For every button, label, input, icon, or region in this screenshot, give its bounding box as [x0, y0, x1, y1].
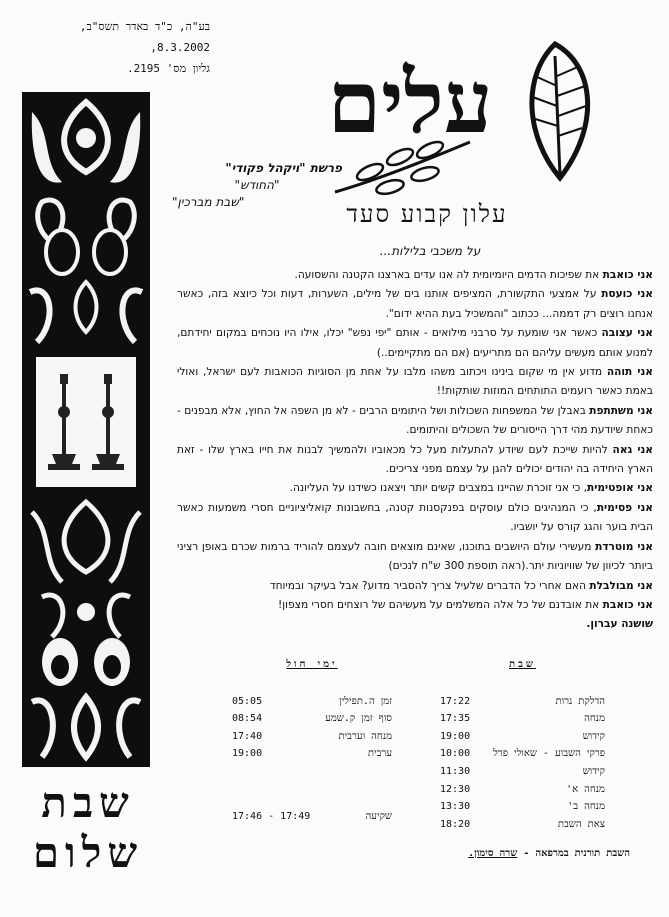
weekday-times [232, 656, 392, 763]
clinic-duty-note [370, 848, 630, 859]
article-signature: שושנה עברון. [586, 618, 653, 631]
sunset-label: שקיעה [365, 811, 392, 822]
parasha-name: פרשת "ויקהל פקודי" [225, 161, 342, 175]
article-paragraph: אני משתתפת באבלן של המשפחות השכולות ושל היתומים הרבים - לא מן השפה אל החוץ, אלא מבפנים - כאחת שיודעת מהי דרך הייסורים של השכולים והיתומים. [177, 404, 653, 437]
parasha-special: "החודש" [234, 178, 280, 192]
banner-word-shalom: שלום [32, 828, 144, 877]
time-row: מנחה ב' 13:30 [440, 801, 605, 813]
weekday-title: ימי חול [286, 659, 338, 670]
shabbat-shalom-banner [18, 778, 158, 878]
hebrew-date: בע"ה, כ"ד באדר תשס"ב, [79, 20, 210, 33]
time-row: סוף זמן ק.שמע 08:54 [232, 713, 392, 725]
time-row: הדלקת נרות 17:22 [440, 695, 605, 707]
article-paragraph: אני אופטימית, כי אני זוכרת שהיינו במצבים קשים יותר ויצאנו כשידנו על העליונה. [289, 482, 653, 495]
logo-title: עלים [327, 52, 493, 153]
sunset-times [232, 808, 392, 826]
time-row: מנחה וערבית 17:40 [232, 730, 392, 742]
sunset-value: 17:49 - 17:46 [232, 811, 311, 822]
article-paragraph: אני מוטרדת מעשירי עולם היושבים בתוכנו, שאינם מוצאים חובה לעצמם להוריד ברמות שכרם באופן רציני ביותר לכיוון של שוויוניות יתר.(ראה תוספת 300 ש"ח לנכים) [177, 540, 653, 573]
banner-word-shabbat: שבת [41, 778, 135, 827]
article-paragraph: אני מבולבלת האם אחרי כל הדברים שלעיל צריך להסביר מדוע? אבל בעיקר ובמיוחד [269, 579, 653, 592]
article-paragraph: אני תוהה מדוע אין מי שקום בינינו ויכתוב משהו מלבו על אחת מן הסוגיות הכואבות לעם ישראל, ואולי באמת כאשר רועמים התותחים המוזות שותקות!! [177, 366, 653, 398]
parasha-shabbat-type: "שבת מברכין" [172, 195, 245, 209]
gregorian-date: 8.3.2002, [150, 41, 210, 54]
article-paragraph: אני כואבת את אובדנם של כל אלה המשלמים על מעשיהם של רוצחים חסרי מצפון! [278, 598, 653, 611]
decorative-sidebar [22, 92, 150, 767]
logo-tagline: על משכבי בלילות... [379, 244, 481, 258]
time-row: פרקי השבוע - שאולי פרל 10:00 [440, 748, 605, 760]
time-row: קידוש 11:30 [440, 765, 605, 777]
time-row: ערבית 19:00 [232, 748, 392, 760]
article-paragraph: אני פסימית, כי המנהיגים כולם עוסקים בפנקסנות קטנה, בחשבונות קואליציוניים חסרי משמעות כאשר הבית בוער והגג קורס על יושביו. [177, 501, 653, 534]
ornament-illustration [22, 92, 150, 767]
shabbat-times [440, 656, 605, 833]
article-paragraph: אני כואבת את שפיכות הדמים היומיומית לה אנו עדים בארצנו הקטנה והשסועה. [294, 269, 653, 281]
time-row: מנחה א' 12:30 [440, 783, 605, 795]
article [177, 266, 653, 635]
time-row: מנחה 17:35 [440, 713, 605, 725]
duty-name: שרה סימון. [468, 848, 518, 859]
time-row: קידוש 19:00 [440, 730, 605, 742]
duty-prefix: השבת תורנית במרפאה - [523, 848, 630, 859]
issue-header [20, 16, 210, 79]
article-paragraph: אני כועסת על אמצעי התקשורת, המציפים אותנו בים של מילים, השערות, דעות וכל כיוצא בזה, כאשר אנחנו רוצים רק דממה... ככתוב "והמשכיל בעת ההיא ידום". [177, 288, 653, 320]
article-paragraph: אני עצובה כאשר אני שומעת על סרבני מילואים - אותם "יפי נפש" יכלו, אילו היו נוכחים במקום יחידתם, למנוע אותם מעשים עליהם הם מתריעים (אם הם מתקיימים..) [177, 327, 653, 359]
article-paragraph: אני גאה להיות שייכת לעם שיודע להתעלות מעל כל מכאוביו ולהמשיך לבנות את חייו בארץ שלו - זאת הארץ היחידה בה יהודים יכולים להגן על עצמם מפני צריכים. [177, 443, 653, 476]
issue-number: גליון מס' 2195. [126, 62, 210, 75]
time-row: זמן ה.תפילין 05:05 [232, 695, 392, 707]
logo-subtitle: עלון קבוע סעד [346, 200, 508, 228]
time-row: צאת השבת 18:20 [440, 818, 605, 830]
shabbat-title: שבת [509, 659, 536, 670]
